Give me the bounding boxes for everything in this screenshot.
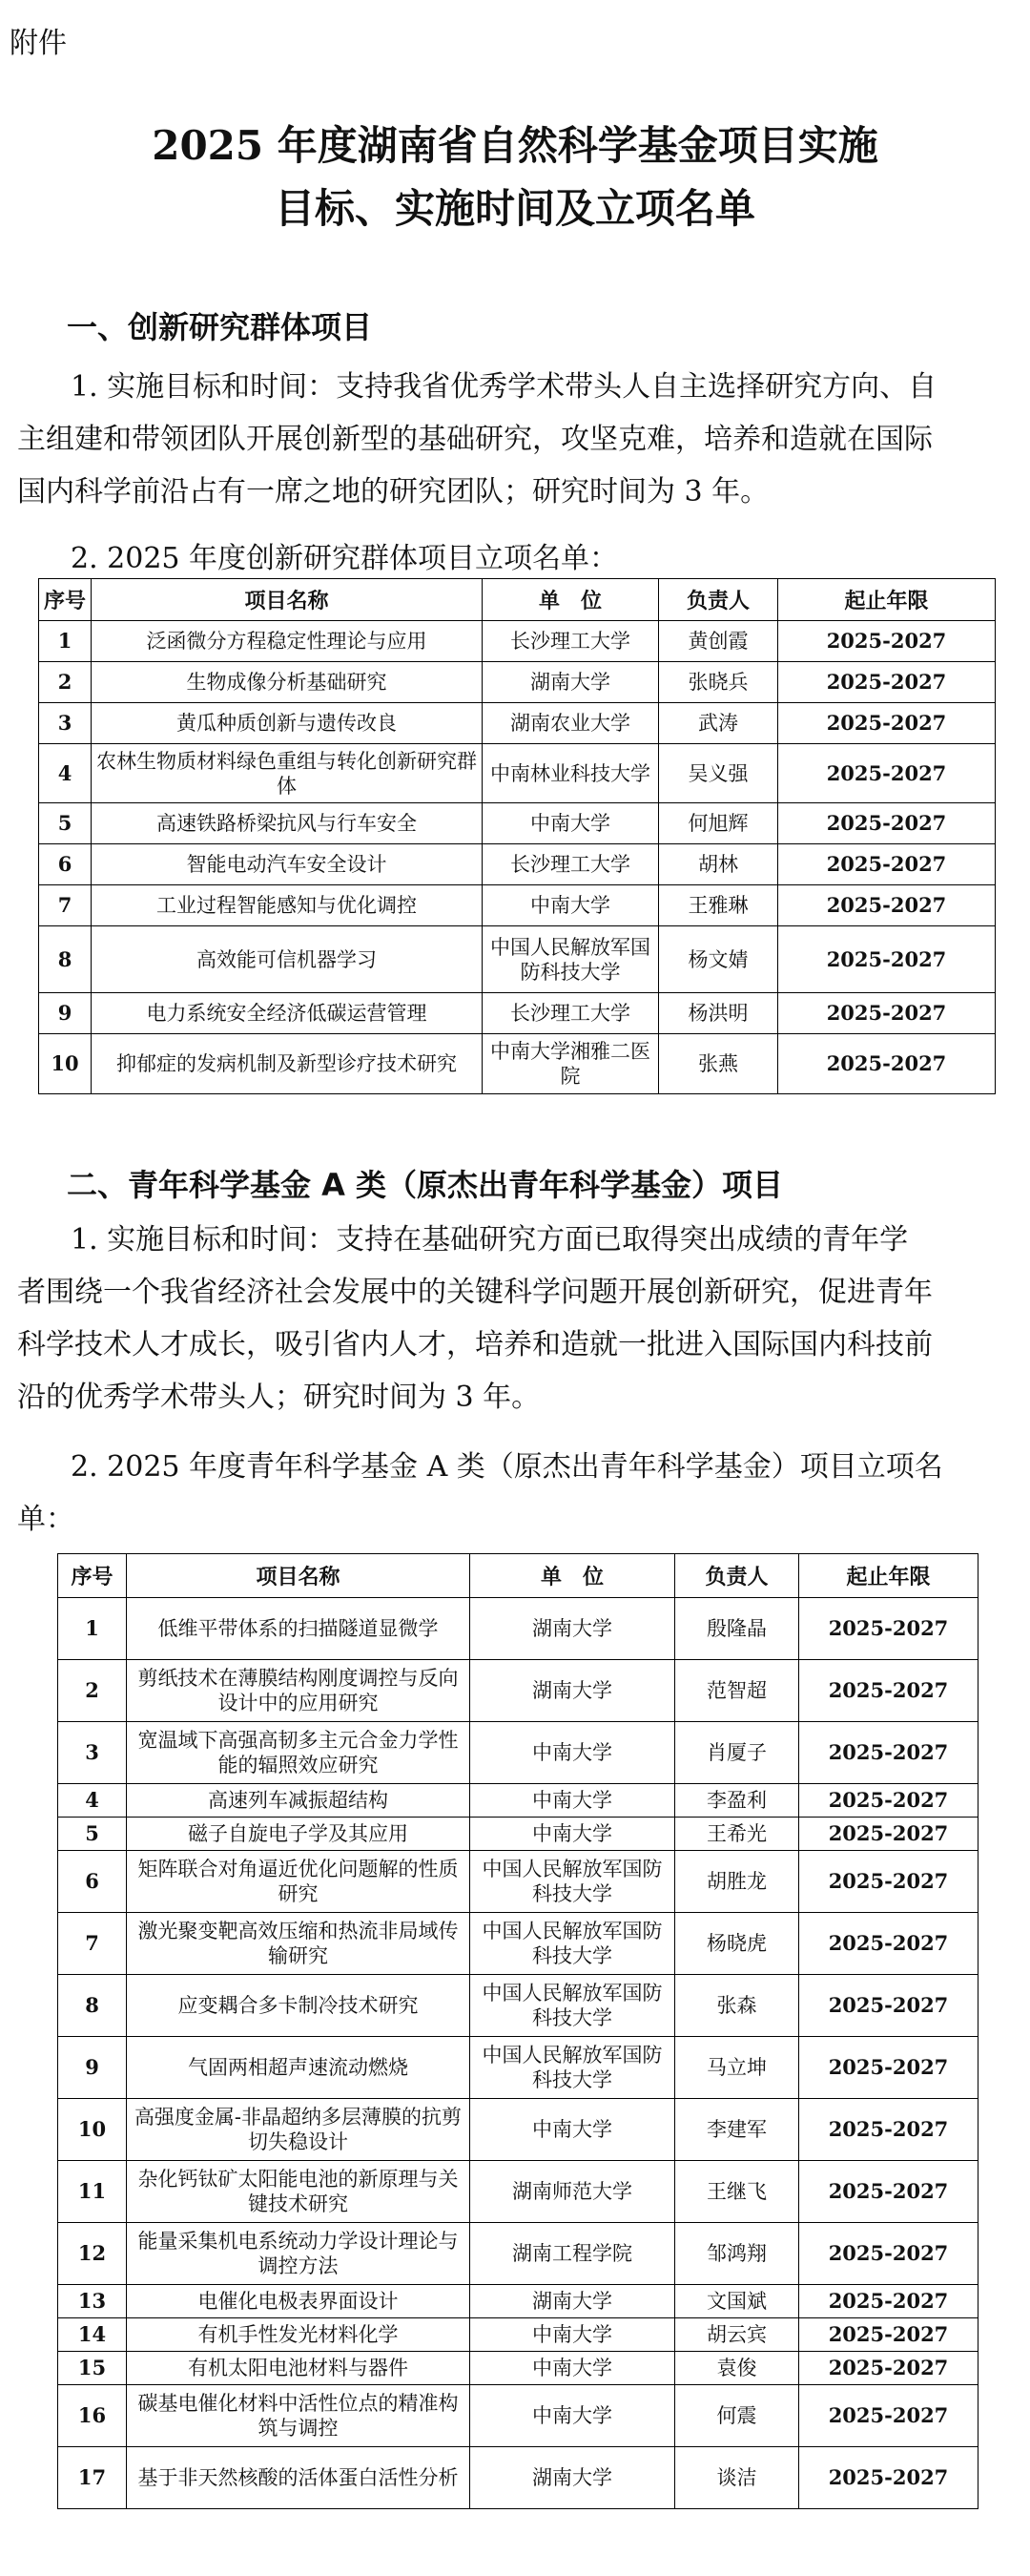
cell-no: 4 — [58, 1784, 127, 1818]
cell-leader: 杨晓虎 — [675, 1913, 799, 1975]
cell-project-name: 磁子自旋电子学及其应用 — [127, 1818, 470, 1851]
table-row — [39, 703, 996, 744]
list-title-line: 单： — [17, 1503, 74, 1536]
cell-organization: 湖南工程学院 — [470, 2223, 675, 2285]
cell-leader: 张晓兵 — [659, 662, 778, 703]
section-1-paragraph — [17, 361, 1019, 518]
paragraph-line: 1. 实施目标和时间：支持我省优秀学术带头人自主选择研究方向、自 — [71, 370, 937, 404]
cell-organization: 中国人民解放军国防科技大学 — [483, 926, 659, 993]
table-row — [58, 2099, 978, 2161]
cell-organization: 湖南大学 — [483, 662, 659, 703]
cell-leader: 李盈利 — [675, 1784, 799, 1818]
cell-no: 7 — [58, 1913, 127, 1975]
cell-no: 6 — [58, 1851, 127, 1913]
cell-project-name: 低维平带体系的扫描隧道显微学 — [127, 1598, 470, 1660]
cell-project-name: 杂化钙钛矿太阳能电池的新原理与关键技术研究 — [127, 2161, 470, 2223]
cell-leader: 何旭辉 — [659, 803, 778, 844]
cell-leader: 谈洁 — [675, 2447, 799, 2509]
cell-organization: 中南大学 — [483, 885, 659, 926]
cell-leader: 黄创霞 — [659, 621, 778, 662]
cell-organization: 长沙理工大学 — [483, 844, 659, 885]
cell-no: 3 — [39, 703, 92, 744]
cell-project-name: 基于非天然核酸的活体蛋白活性分析 — [127, 2447, 470, 2509]
cell-project-name: 黄瓜种质创新与遗传改良 — [92, 703, 483, 744]
cell-organization: 长沙理工大学 — [483, 993, 659, 1034]
header-years: 起止年限 — [799, 1554, 978, 1598]
cell-leader: 王雅琳 — [659, 885, 778, 926]
table-row — [58, 2318, 978, 2352]
table-row — [39, 926, 996, 993]
table-row — [58, 1784, 978, 1818]
table-header-row — [39, 579, 996, 621]
cell-leader: 胡林 — [659, 844, 778, 885]
table-row — [58, 1818, 978, 1851]
cell-no: 15 — [58, 2352, 127, 2385]
cell-no: 11 — [58, 2161, 127, 2223]
cell-organization: 中南大学 — [470, 1818, 675, 1851]
cell-project-name: 宽温域下高强高韧多主元合金力学性能的辐照效应研究 — [127, 1722, 470, 1784]
table-header-row — [58, 1554, 978, 1598]
cell-project-name: 电催化电极表界面设计 — [127, 2285, 470, 2318]
section-2-list-title — [17, 1441, 1019, 1546]
cell-project-name: 高强度金属-非晶超纳多层薄膜的抗剪切失稳设计 — [127, 2099, 470, 2161]
cell-years: 2025-2027 — [799, 2318, 978, 2352]
cell-years: 2025-2027 — [799, 1975, 978, 2037]
cell-project-name: 能量采集机电系统动力学设计理论与调控方法 — [127, 2223, 470, 2285]
cell-years: 2025-2027 — [799, 2099, 978, 2161]
cell-years: 2025-2027 — [778, 926, 996, 993]
cell-organization: 湖南农业大学 — [483, 703, 659, 744]
cell-leader: 文国斌 — [675, 2285, 799, 2318]
cell-organization: 中南大学湘雅二医院 — [483, 1034, 659, 1094]
cell-no: 16 — [58, 2385, 127, 2447]
cell-organization: 湖南大学 — [470, 2285, 675, 2318]
cell-project-name: 剪纸技术在薄膜结构刚度调控与反向设计中的应用研究 — [127, 1660, 470, 1722]
header-leader: 负责人 — [659, 579, 778, 621]
cell-years: 2025-2027 — [799, 1913, 978, 1975]
cell-leader: 李建军 — [675, 2099, 799, 2161]
cell-years: 2025-2027 — [778, 621, 996, 662]
cell-leader: 王希光 — [675, 1818, 799, 1851]
cell-project-name: 高效能可信机器学习 — [92, 926, 483, 993]
cell-years: 2025-2027 — [799, 2161, 978, 2223]
cell-no: 2 — [58, 1660, 127, 1722]
cell-project-name: 高速铁路桥梁抗风与行车安全 — [92, 803, 483, 844]
paragraph-line: 国内科学前沿占有一席之地的研究团队；研究时间为 3 年。 — [17, 475, 770, 509]
cell-no: 10 — [58, 2099, 127, 2161]
table-row — [39, 885, 996, 926]
header-no: 序号 — [58, 1554, 127, 1598]
cell-leader: 袁俊 — [675, 2352, 799, 2385]
document-title-line-1: 2025 年度湖南省自然科学基金项目实施 — [152, 122, 878, 169]
cell-years: 2025-2027 — [778, 744, 996, 803]
cell-leader: 何震 — [675, 2385, 799, 2447]
header-organization: 单 位 — [483, 579, 659, 621]
cell-leader: 武涛 — [659, 703, 778, 744]
cell-organization: 中国人民解放军国防科技大学 — [470, 2037, 675, 2099]
header-no: 序号 — [39, 579, 92, 621]
cell-leader: 范智超 — [675, 1660, 799, 1722]
cell-leader: 杨文婧 — [659, 926, 778, 993]
cell-organization: 中南大学 — [470, 1784, 675, 1818]
cell-years: 2025-2027 — [799, 2447, 978, 2509]
cell-years: 2025-2027 — [778, 703, 996, 744]
cell-project-name: 高速列车减振超结构 — [127, 1784, 470, 1818]
cell-organization: 中国人民解放军国防科技大学 — [470, 1975, 675, 2037]
cell-no: 8 — [39, 926, 92, 993]
cell-project-name: 有机太阳电池材料与器件 — [127, 2352, 470, 2385]
paragraph-line: 沿的优秀学术带头人；研究时间为 3 年。 — [17, 1381, 541, 1414]
paragraph-line: 者围绕一个我省经济社会发展中的关键科学问题开展创新研究，促进青年 — [17, 1276, 933, 1309]
paragraph-line: 1. 实施目标和时间：支持在基础研究方面已取得突出成绩的青年学 — [71, 1223, 909, 1257]
table-row — [58, 2161, 978, 2223]
table-row — [58, 2352, 978, 2385]
cell-organization: 中南大学 — [470, 2318, 675, 2352]
table-row — [58, 2037, 978, 2099]
cell-no: 5 — [39, 803, 92, 844]
section-2-heading: 二、青年科学基金 A 类（原杰出青年科学基金）项目 — [67, 1167, 784, 1203]
cell-leader: 胡胜龙 — [675, 1851, 799, 1913]
table-row — [39, 621, 996, 662]
section-2-paragraph — [17, 1214, 1019, 1423]
table-row — [58, 1913, 978, 1975]
cell-years: 2025-2027 — [799, 2223, 978, 2285]
youth-fund-a-table — [57, 1553, 978, 2509]
cell-leader: 肖厦子 — [675, 1722, 799, 1784]
cell-no: 7 — [39, 885, 92, 926]
cell-project-name: 矩阵联合对角逼近优化问题解的性质研究 — [127, 1851, 470, 1913]
innovation-group-table — [38, 578, 996, 1094]
cell-no: 10 — [39, 1034, 92, 1094]
cell-organization: 湖南大学 — [470, 2447, 675, 2509]
header-years: 起止年限 — [778, 579, 996, 621]
cell-years: 2025-2027 — [778, 803, 996, 844]
header-organization: 单 位 — [470, 1554, 675, 1598]
cell-no: 12 — [58, 2223, 127, 2285]
cell-project-name: 有机手性发光材料化学 — [127, 2318, 470, 2352]
paragraph-line: 主组建和带领团队开展创新型的基础研究，攻坚克难，培养和造就在国际 — [17, 423, 933, 456]
cell-no: 1 — [58, 1598, 127, 1660]
cell-organization: 中南大学 — [470, 2352, 675, 2385]
cell-no: 8 — [58, 1975, 127, 2037]
cell-leader: 王继飞 — [675, 2161, 799, 2223]
cell-organization: 中南大学 — [483, 803, 659, 844]
cell-project-name: 气固两相超声速流动燃烧 — [127, 2037, 470, 2099]
list-title-line: 2. 2025 年度青年科学基金 A 类（原杰出青年科学基金）项目立项名 — [71, 1450, 943, 1484]
cell-project-name: 工业过程智能感知与优化调控 — [92, 885, 483, 926]
table-row — [58, 1975, 978, 2037]
cell-organization: 中国人民解放军国防科技大学 — [470, 1913, 675, 1975]
cell-no: 13 — [58, 2285, 127, 2318]
cell-no: 6 — [39, 844, 92, 885]
cell-project-name: 激光聚变靶高效压缩和热流非局域传输研究 — [127, 1913, 470, 1975]
cell-organization: 湖南大学 — [470, 1598, 675, 1660]
table-row — [58, 2285, 978, 2318]
cell-leader: 殷隆晶 — [675, 1598, 799, 1660]
header-leader: 负责人 — [675, 1554, 799, 1598]
cell-years: 2025-2027 — [778, 993, 996, 1034]
cell-no: 1 — [39, 621, 92, 662]
cell-no: 3 — [58, 1722, 127, 1784]
document-title-line-2: 目标、实施时间及立项名单 — [274, 185, 755, 232]
cell-no: 5 — [58, 1818, 127, 1851]
section-1-list-title: 2. 2025 年度创新研究群体项目立项名单： — [71, 542, 619, 575]
cell-years: 2025-2027 — [778, 662, 996, 703]
cell-no: 9 — [58, 2037, 127, 2099]
cell-years: 2025-2027 — [799, 2385, 978, 2447]
cell-years: 2025-2027 — [799, 1851, 978, 1913]
cell-years: 2025-2027 — [799, 1784, 978, 1818]
cell-no: 17 — [58, 2447, 127, 2509]
cell-years: 2025-2027 — [799, 1818, 978, 1851]
cell-project-name: 农林生物质材料绿色重组与转化创新研究群体 — [92, 744, 483, 803]
cell-organization: 中南大学 — [470, 2385, 675, 2447]
section-1-heading: 一、创新研究群体项目 — [67, 309, 373, 345]
cell-years: 2025-2027 — [799, 1722, 978, 1784]
cell-project-name: 生物成像分析基础研究 — [92, 662, 483, 703]
cell-leader: 杨洪明 — [659, 993, 778, 1034]
cell-organization: 湖南师范大学 — [470, 2161, 675, 2223]
cell-years: 2025-2027 — [778, 844, 996, 885]
table-row — [58, 1851, 978, 1913]
cell-organization: 中南大学 — [470, 2099, 675, 2161]
header-project-name: 项目名称 — [127, 1554, 470, 1598]
table-row — [58, 2385, 978, 2447]
cell-project-name: 碳基电催化材料中活性位点的精准构筑与调控 — [127, 2385, 470, 2447]
table-row — [58, 1660, 978, 1722]
cell-no: 2 — [39, 662, 92, 703]
cell-leader: 张森 — [675, 1975, 799, 2037]
cell-years: 2025-2027 — [799, 2037, 978, 2099]
cell-organization: 中南大学 — [470, 1722, 675, 1784]
cell-organization: 长沙理工大学 — [483, 621, 659, 662]
table-row — [39, 1034, 996, 1094]
cell-organization: 湖南大学 — [470, 1660, 675, 1722]
table-row — [39, 993, 996, 1034]
cell-project-name: 电力系统安全经济低碳运营管理 — [92, 993, 483, 1034]
cell-leader: 邹鸿翔 — [675, 2223, 799, 2285]
paragraph-line: 科学技术人才成长，吸引省内人才，培养和造就一批进入国际国内科技前 — [17, 1328, 933, 1361]
cell-years: 2025-2027 — [799, 1598, 978, 1660]
cell-no: 9 — [39, 993, 92, 1034]
cell-no: 14 — [58, 2318, 127, 2352]
cell-years: 2025-2027 — [799, 2285, 978, 2318]
cell-leader: 马立坤 — [675, 2037, 799, 2099]
table-row — [58, 2447, 978, 2509]
table-row — [39, 844, 996, 885]
table-row — [58, 2223, 978, 2285]
cell-leader: 吴义强 — [659, 744, 778, 803]
attachment-label: 附件 — [10, 27, 67, 60]
cell-years: 2025-2027 — [778, 885, 996, 926]
cell-years: 2025-2027 — [778, 1034, 996, 1094]
cell-project-name: 应变耦合多卡制冷技术研究 — [127, 1975, 470, 2037]
table-row — [39, 803, 996, 844]
cell-years: 2025-2027 — [799, 2352, 978, 2385]
table-row — [58, 1722, 978, 1784]
cell-organization: 中国人民解放军国防科技大学 — [470, 1851, 675, 1913]
cell-years: 2025-2027 — [799, 1660, 978, 1722]
cell-project-name: 智能电动汽车安全设计 — [92, 844, 483, 885]
cell-no: 4 — [39, 744, 92, 803]
cell-leader: 张燕 — [659, 1034, 778, 1094]
cell-project-name: 抑郁症的发病机制及新型诊疗技术研究 — [92, 1034, 483, 1094]
cell-project-name: 泛函微分方程稳定性理论与应用 — [92, 621, 483, 662]
table-row — [39, 662, 996, 703]
cell-organization: 中南林业科技大学 — [483, 744, 659, 803]
table-row — [39, 744, 996, 803]
table-row — [58, 1598, 978, 1660]
cell-leader: 胡云宾 — [675, 2318, 799, 2352]
header-project-name: 项目名称 — [92, 579, 483, 621]
